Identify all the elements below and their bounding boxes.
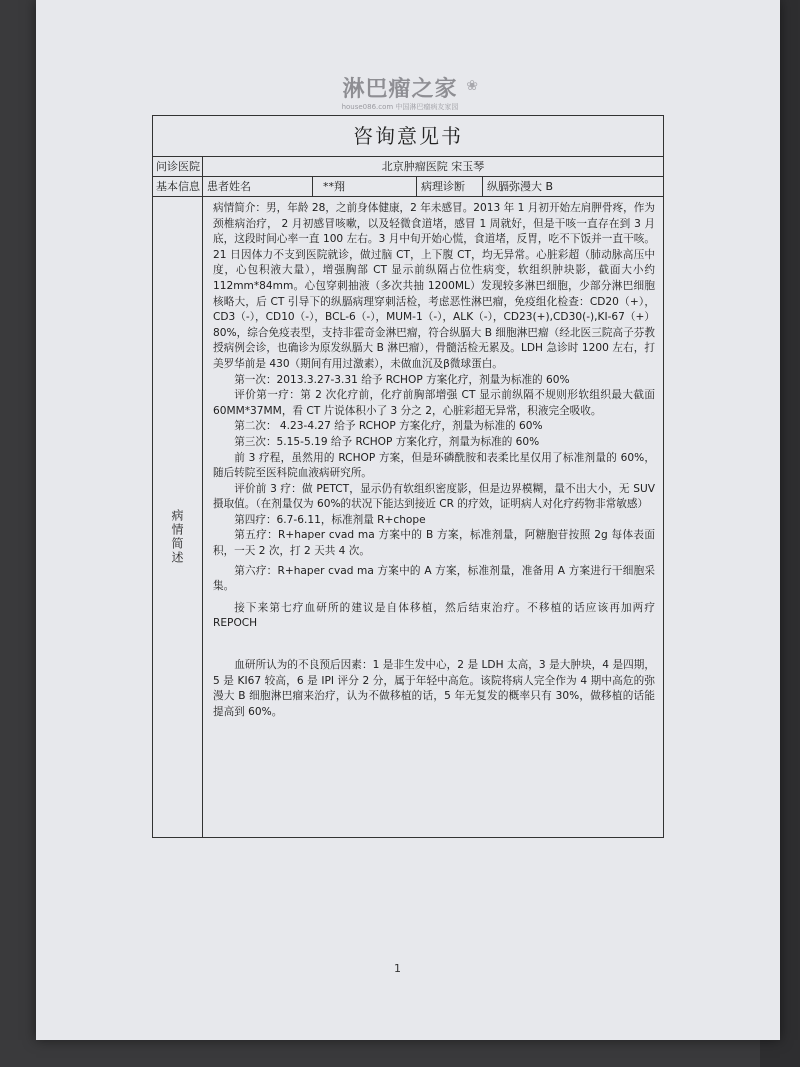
history-paragraph: 接下来第七疗血研所的建议是自体移植，然后结束治疗。不移植的话应该再加两疗 REPOCH [213, 601, 655, 630]
logo-subtitle: house086.com 中国淋巴瘤病友家园 [341, 103, 459, 111]
history-paragraph: 第二次： 4.23-4.27 给予 RCHOP 方案化疗，剂量为标准的 60% [234, 420, 543, 433]
history-paragraph: 第三次：5.15-5.19 给予 RCHOP 方案化疗，剂量为标准的 60% [234, 435, 540, 448]
history-label: 病情简述 [170, 509, 184, 565]
consult-hospital-label: 问诊医院 [153, 157, 203, 176]
history-paragraph: 第六疗：R+haper cvad ma 方案中的 A 方案，标准剂量，准备用 A 方案进行干细胞采集。 [213, 564, 655, 593]
logo-title: 淋巴瘤之家 [342, 77, 458, 102]
page-number: 1 [394, 962, 401, 975]
pathology-diagnosis-value: 纵膈弥漫大 B [487, 180, 554, 193]
history-label-cell [153, 197, 203, 837]
pathology-diagnosis-label: 病理诊断 [417, 177, 483, 196]
patient-name-value: **翔 [313, 177, 417, 196]
watermark-logo [320, 78, 480, 118]
history-paragraph: 第五疗：R+haper cvad ma 方案中的 B 方案，标准剂量，阿糖胞苷按照 2g 每体表面积，一天 2 次，打 2 天共 4 次。 [213, 529, 655, 558]
consultation-form [152, 115, 664, 838]
history-paragraph: 血研所认为的不良预后因素：1 是非生发中心，2 是 LDH 太高，3 是大肿块，4 是四期，5 是 KI67 较高，6 是 IPI 评分 2 分，属于年轻中高危。该院将病人完全作为 4 期中高危的弥漫大 B 细胞淋巴瘤来治疗，认为不做移植的话，5 年无复发的概率只有 30%，做移植的话能提高到 60%。 [213, 659, 655, 718]
form-title: 咨询意见书 [153, 116, 663, 157]
history-paragraph: 评价前 3 疗：做 PETCT，显示仍有软组织密度影，但是边界模糊，量不出大小，无 SUV 摄取值。（在剂量仅为 60%的状况下能达到接近 CR 的疗效，证明病人对化疗药物非常敏感） [213, 482, 655, 511]
history-paragraph: 病情简介：男，年龄 28，之前身体健康，2 年未感冒。2013 年 1 月初开始左肩胛骨疼，作为颈椎病治疗， 2 月初感冒咳嗽，以及轻微食道堵，感冒 1 周就好，但是干咳一直存在到 3 月底，这段时间心率一直 100 左右。3 月中旬开始心慌，食道堵，反胃，吃不下饭并一直干咳。21 日因体力不支到医院就诊，做过脑 CT，上下腹 CT，均无异常。心脏彩超（肺动脉高压中度，心包积液大量），增强胸部 CT 显示前纵隔占位性病变，软组织肿块影，截面大小约 112mm*84mm。心包穿刺抽液（多次共抽 1200ML）发现较多淋巴细胞，少部分淋巴细胞核略大，后 CT 引导下的纵膈病理穿刺活检，考虑恶性淋巴瘤，免疫组化检查：CD20（+），CD3（-），CD10（-），BCL-6（-），MUM-1（-），ALK（-），CD23(+),CD30(-),KI-67（+）80%，综合免疫表型，支持非霍奇金淋巴瘤，符合纵膈大 B 细胞淋巴瘤（经北医三院高子芬教授病例会诊，也确诊为原发纵膈大 B 淋巴瘤），骨髓活检无累及。LDH 急诊时 1200 左右，打美罗华前是 430（期间有用过激素），未做血沉及β微球蛋白。 [213, 202, 655, 370]
patient-name-label: 患者姓名 [203, 177, 313, 196]
history-row [153, 197, 663, 837]
history-content [203, 197, 663, 837]
history-paragraph: 前 3 疗程，虽然用的 RCHOP 方案，但是环磷酰胺和表柔比星仅用了标准剂量的 60%，随后转院至医科院血液病研究所。 [213, 451, 655, 480]
consult-hospital-row [153, 157, 663, 177]
consult-hospital-value: 北京肿瘤医院 宋玉琴 [381, 160, 485, 173]
history-paragraph: 第一次：2013.3.27-3.31 给予 RCHOP 方案化疗，剂量为标准的 60% [234, 373, 570, 386]
history-paragraph: 评价第一疗：第 2 次化疗前，化疗前胸部增强 CT 显示前纵隔不规则形软组织最大截面 60MM*37MM，看 CT 片说体积小了 3 分之 2，心脏彩超无异常，积液完全吸收。 [213, 389, 655, 417]
leaf-icon: ❀ [466, 78, 478, 94]
history-paragraph: 第四疗：6.7-6.11，标准剂量 R+chope [234, 513, 426, 526]
basic-info-row [153, 177, 663, 197]
basic-info-label: 基本信息 [153, 177, 203, 196]
